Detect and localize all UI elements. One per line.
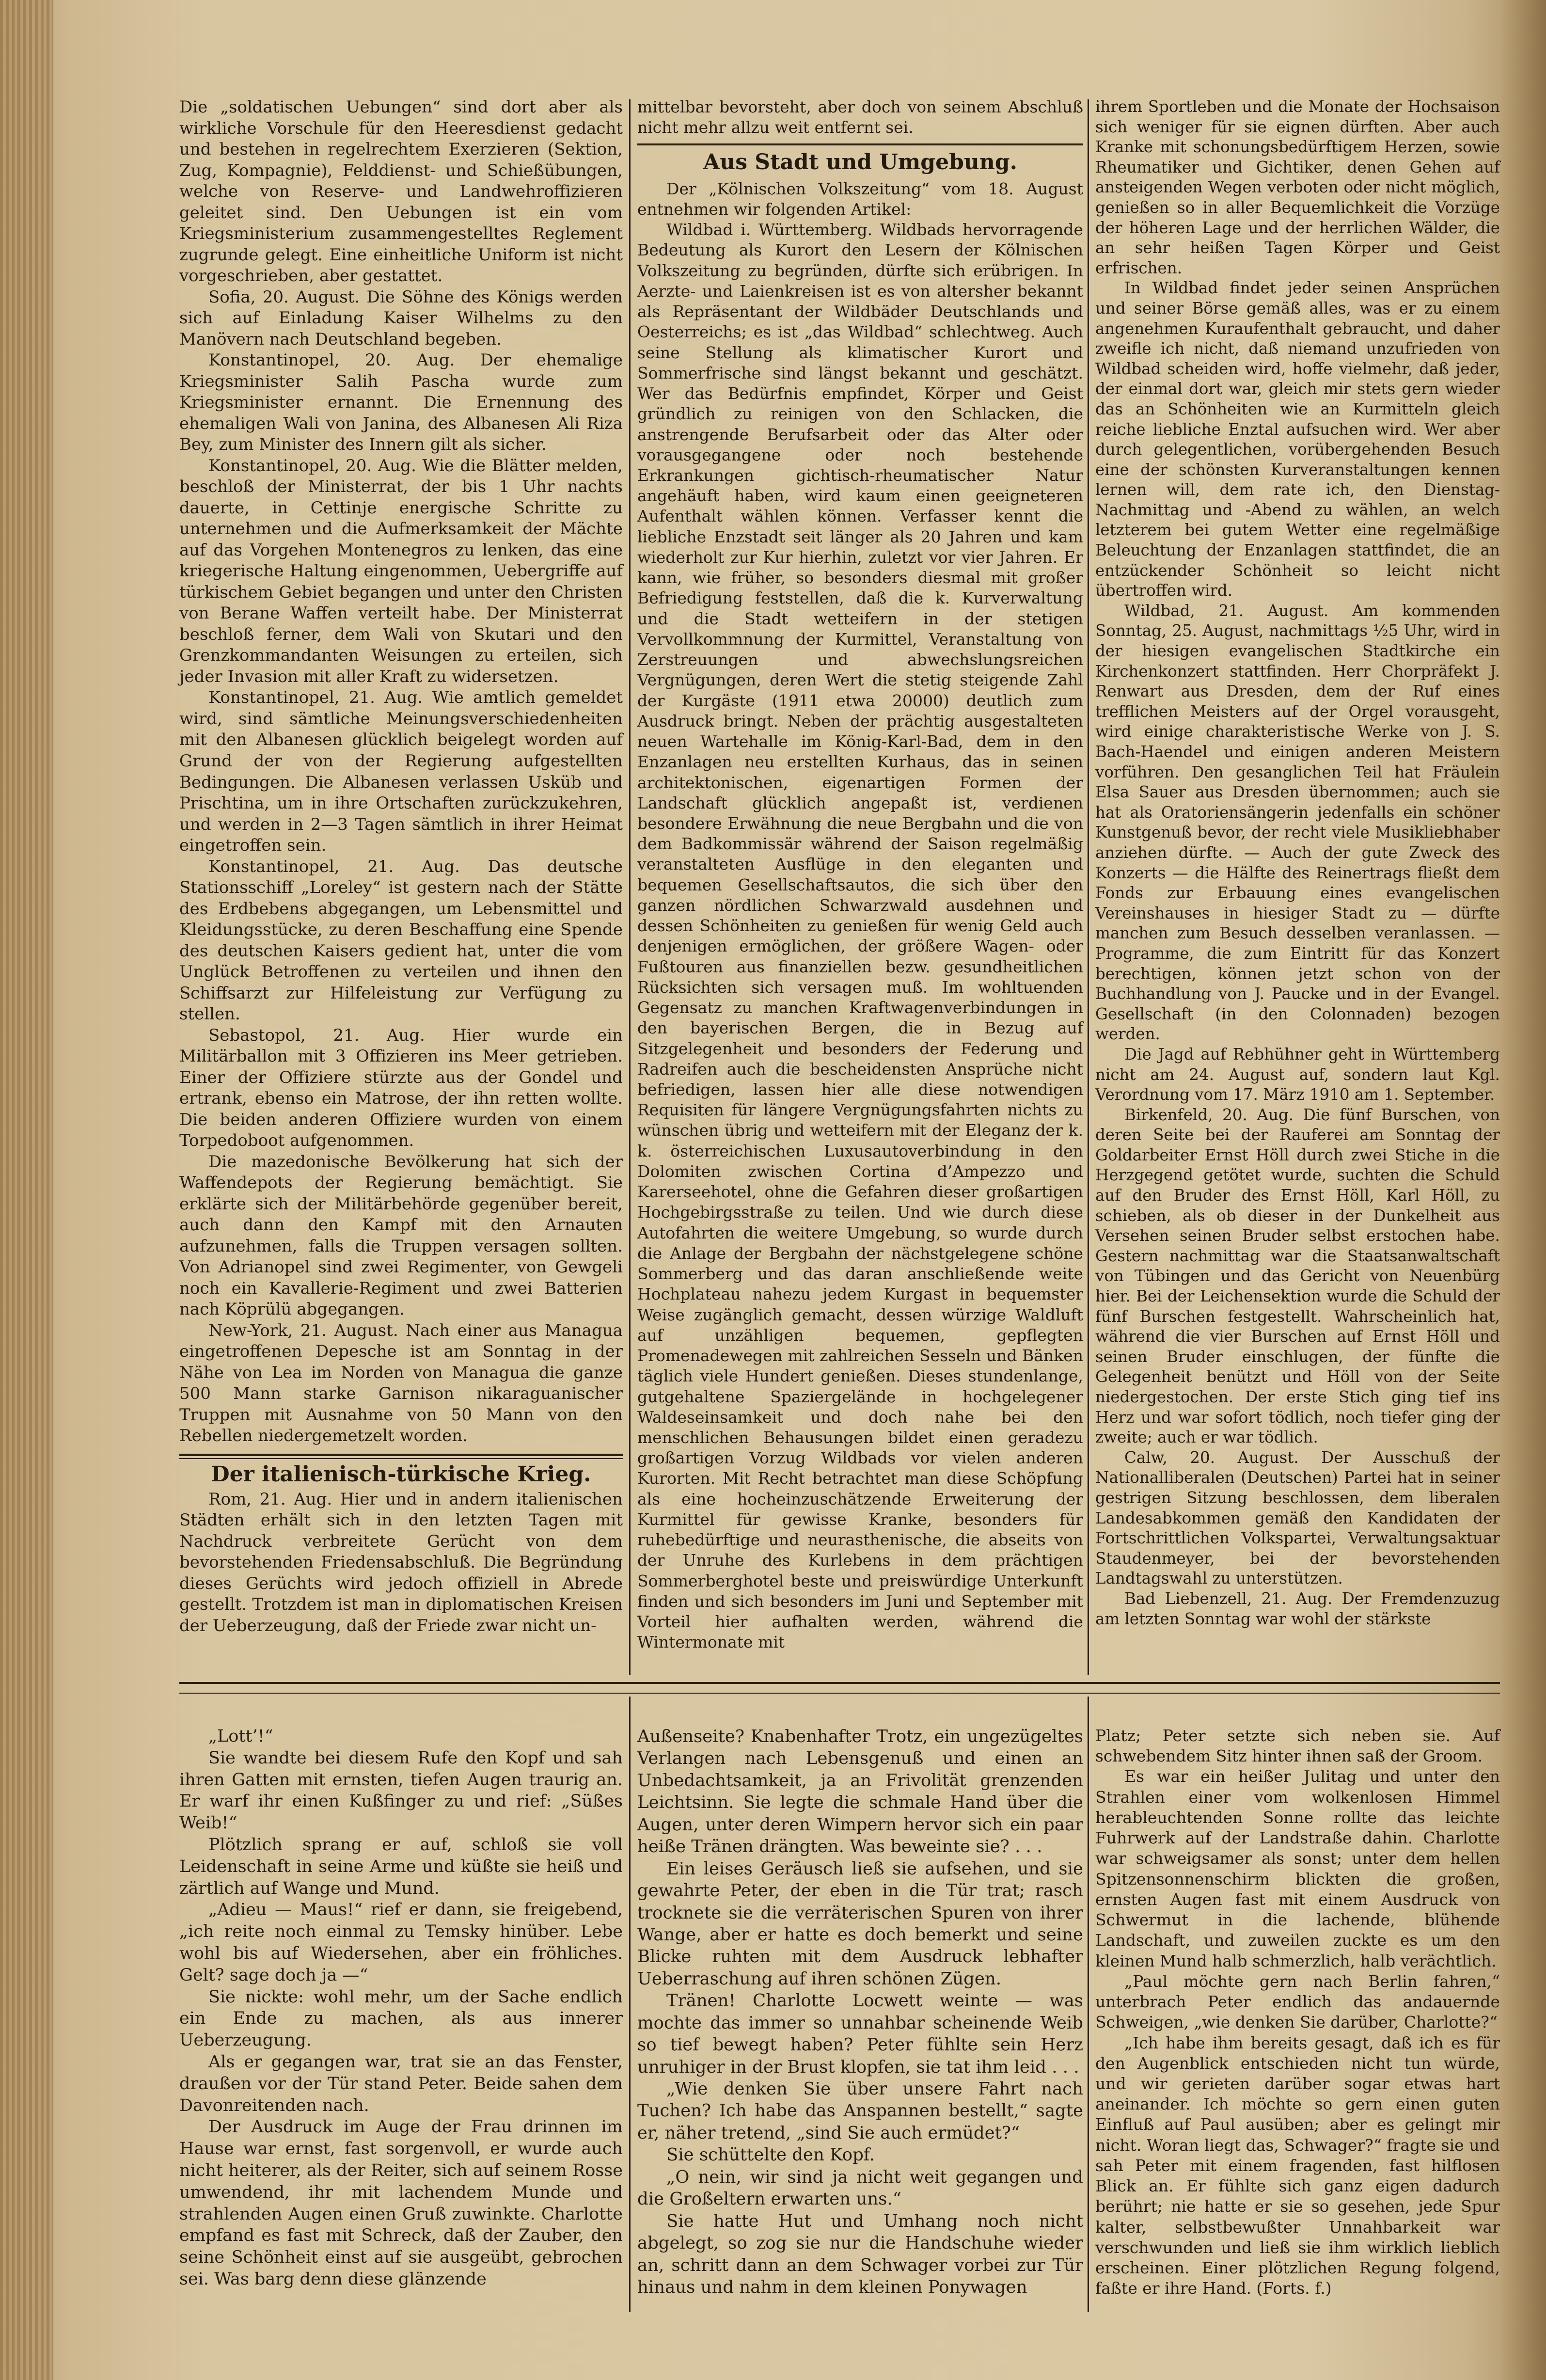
paragraph: Als er gegangen war, trat sie an das Fenster, draußen vor der Tür stand Peter. Beide sahen dem Davonreitenden nach. bbox=[179, 2052, 623, 2115]
paragraph: Sebastopol, 21. Aug. Hier wurde ein Militärballon mit 3 Offizieren ins Meer getrieben. Einer der Offiziere stürzte aus der Gondel und ertrank, ebenso ein Matrose, der ihn retten wollte. Die beiden anderen Offiziere wurden von einem Torpedoboot aufgenommen. bbox=[179, 1025, 623, 1151]
paragraph: Sie nickte: wohl mehr, um der Sache endlich ein Ende zu machen, als aus innerer Ueberzeugung. bbox=[179, 1987, 623, 2050]
binding-spine bbox=[0, 0, 53, 2380]
news-column-2 bbox=[637, 97, 1083, 1653]
paragraph: „Ich habe ihm bereits gesagt, daß ich es für den Augenblick entschieden nicht tun würde, und wir gerieten darüber sogar etwas hart aneinander. Ich möchte so gern einen guten Einfluß auf Paul ausüben; aber es gelingt mir nicht. Woran liegt das, Schwager?“ fragte sie und sah Peter mit einem fragenden, fast hilflosen Blick an. Er fühlte sich ganz eigen dadurch berührt; nie hatte er sie so gesehen, jede Spur kalter, selbstbewußter Unnahbarkeit war verschwunden und ließ sie ihm wirklich lieblich erscheinen. Einer plötzlichen Regung folgend, faßte er ihre Hand. (Forts. f.) bbox=[1095, 2033, 1500, 2298]
paragraph: Die mazedonische Bevölkerung hat sich der Waffendepots der Regierung bemächtigt. Sie erklärte sich der Militärbehörde gegenüber bereit, auch dann den Kampf mit den Arnauten aufzunehmen, falls die Truppen versagen sollten. Von Adrianopel sind zwei Regimenter, von Gewgeli noch ein Kavallerie-Regiment und zwei Batterien nach Köprülü abgegangen. bbox=[179, 1152, 623, 1319]
paragraph: Calw, 20. August. Der Ausschuß der Nationalliberalen (Deutschen) Partei hat in seiner gestrigen Sitzung beschlossen, dem liberalen Landesabkommen gemäß den Kandidaten der Fortschrittlichen Volkspartei, Verwaltungsaktuar Staudenmeyer, bei der bevorstehenden Landtagswahl zu unterstützen. bbox=[1095, 1448, 1500, 1588]
paragraph: Sie wandte bei diesem Rufe den Kopf und sah ihren Gatten mit ernsten, tiefen Augen traurig an. Er warf ihr einen Kußfinger zu und rief: „Süßes Weib!“ bbox=[179, 1748, 623, 1833]
paragraph: „Adieu — Maus!“ rief er dann, sie freigebend, „ich reite noch einmal zu Temsky hinüber. Lebe wohl bis auf Wiedersehen, aber ein fröhliches. Gelt? sage doch ja —“ bbox=[179, 1900, 623, 1985]
paragraph: Es war ein heißer Julitag und unter den Strahlen einer vom wolkenlosen Himmel herableuchtenden Sonne rollte das leichte Fuhrwerk auf der Landstraße dahin. Charlotte war schweigsamer als sonst; unter dem hellen Spitzensonnenschirm blickten die großen, ernsten Augen fast mit einem Ausdruck von Schwermut in die lachende, blühende Landschaft, und zuweilen zuckte es um den kleinen Mund halb schmerzlich, halb verächtlich. bbox=[1095, 1767, 1500, 1970]
paragraph: Plötzlich sprang er auf, schloß sie voll Leidenschaft in seine Arme und küßte sie heiß und zärtlich auf Wange und Mund. bbox=[179, 1835, 623, 1898]
paragraph: ihrem Sportleben und die Monate der Hochsaison sich weniger für sie eignen dürften. Aber auch Kranke mit schonungsbedürftigem Herzen, sowie Rheumatiker und Gichtiker, denen Gehen auf ansteigenden Wegen verboten oder nicht möglich, genießen so in aller Bequemlichkeit die Vorzüge der höheren Lage und der herrlichen Wälder, die an sehr heißen Tagen Körper und Geist erfrischen. bbox=[1095, 97, 1500, 277]
section-rule bbox=[179, 1454, 623, 1459]
paragraph: In Wildbad findet jeder seinen Ansprüchen und seiner Börse gemäß alles, was er zu einem angenehmen Kuraufenthalt gebraucht, und daher zweifle ich nicht, daß niemand unzufrieden von Wildbad scheiden wird, hoffe vielmehr, daß jeder, der einmal dort war, gleich mir stets gern wieder das an Schönheiten wie an Kurmitteln gleich reiche liebliche Enztal aufsuchen wird. Wer aber durch gelegentlichen, vorübergehenden Besuch eine der schönsten Kurveranstaltungen kennen lernen will, dem rate ich, den Dienstag-Nachmittag und -Abend zu wählen, an welch letzterem bei gutem Wetter eine regelmäßige Beleuchtung der Enzanlagen stattfindet, die an entzückender Schönheit so leicht nicht übertroffen wird. bbox=[1095, 279, 1500, 600]
paragraph: Bad Liebenzell, 21. Aug. Der Fremdenzuzug am letzten Sonntag war wohl der stärkste bbox=[1095, 1589, 1500, 1628]
paragraph: Konstantinopel, 20. Aug. Wie die Blätter melden, beschloß der Ministerrat, der bis 1 Uhr nachts dauerte, in Cettinje energische Schritte zu unternehmen und die Aufmerksamkeit der Mächte auf das Vorgehen Montenegros zu lenken, das eine kriegerische Haltung eingenommen, Uebergriffe auf türkischem Gebiet begangen und unter den Christen von Berane Waffen verteilt habe. Der Ministerrat beschloß ferner, dem Wali von Skutari und den Grenzkommandanten Weisungen zu erteilen, sich jeder Invasion mit aller Kraft zu widersetzen. bbox=[179, 456, 623, 686]
column-divider bbox=[1088, 99, 1089, 1675]
paragraph: Tränen! Charlotte Locwett weinte — was mochte das immer so unnahbar scheinende Weib so tief bewegt haben? Peter fühlte sein Herz unruhiger in der Brust klopfen, sie tat ihm leid . . . bbox=[637, 1991, 1083, 2077]
paragraph: Die „soldatischen Uebungen“ sind dort aber als wirkliche Vorschule für den Heeresdienst gedacht und bestehen in regelrechtem Exerzieren (Sektion, Zug, Kompagnie), Felddienst- und Schießübungen, welche von Reserve- und Landwehroffizieren geleitet sind. Den Uebungen ist ein vom Kriegsministerium zusammengestelltes Reglement zugrunde gelegt. Eine einheitliche Uniform ist nicht vorgeschrieben, aber gestattet. bbox=[179, 97, 623, 286]
paragraph: Sofia, 20. August. Die Söhne des Königs werden sich auf Einladung Kaiser Wilhelms zu den Manövern nach Deutschland begeben. bbox=[179, 287, 623, 349]
paragraph: mittelbar bevorsteht, aber doch von seinem Abschluß nicht mehr allzu weit entfernt sei. bbox=[637, 97, 1083, 137]
paragraph: „O nein, wir sind ja nicht weit gegangen und die Großeltern erwarten uns.“ bbox=[637, 2167, 1083, 2209]
column-divider bbox=[1088, 1697, 1089, 2312]
paragraph: Platz; Peter setzte sich neben sie. Auf schwebendem Sitz hinter ihnen saß der Groom. bbox=[1095, 1726, 1500, 1766]
feuilleton-rule bbox=[179, 1682, 1500, 1694]
paragraph: Sie hatte Hut und Umhang noch nicht abgelegt, so zog sie nur die Handschuhe wieder an, schritt dann an dem Schwager vorbei zur Tür hinaus und nahm in dem kleinen Ponywagen bbox=[637, 2211, 1083, 2297]
paragraph: Die Jagd auf Rebhühner geht in Württemberg nicht am 24. August auf, sondern laut Kgl. Verordnung vom 17. März 1910 am 1. September. bbox=[1095, 1045, 1500, 1104]
paragraph: Sie schüttelte den Kopf. bbox=[666, 2145, 875, 2165]
paragraph: Birkenfeld, 20. Aug. Die fünf Burschen, von deren Seite bei der Rauferei am Sonntag der Goldarbeiter Ernst Höll durch zwei Stiche in die Herzgegend getötet wurde, suchten die Schuld auf den Bruder des Ernst Höll, Karl Höll, zu schieben, als ob dieser in der Dunkelheit aus Versehen seinen Bruder selbst erstochen habe. Gestern nachmittag war die Staatsanwaltschaft von Tübingen und das Gericht von Neuenbürg hier. Bei der Leichensektion wurde die Schuld der fünf Burschen festgestellt. Wahrscheinlich hat, während die vier Burschen auf Ernst Höll und seinen Bruder einschlugen, der fünfte die Gelegenheit benützt und Höll von der Seite niedergestochen. Der erste Stich ging tief ins Herz und war sofort tödlich, noch tiefer ging der zweite; auch er war tödlich. bbox=[1095, 1105, 1500, 1447]
paragraph: „Lott’!“ bbox=[208, 1727, 273, 1746]
paragraph: „Paul möchte gern nach Berlin fahren,“ unterbrach Peter endlich das andauernde Schweigen, „wie denken Sie darüber, Charlotte?“ bbox=[1095, 1971, 1500, 2032]
paragraph: Konstantinopel, 21. Aug. Das deutsche Stationsschiff „Loreley“ ist gestern nach der Stätte des Erdbebens abgegangen, um Lebensmittel und Kleidungsstücke, zu deren Beschaffung eine Spende des deutschen Kaisers gedient hat, unter die vom Unglück Betroffenen zu verteilen und ihnen den Schiffsarzt zur Hilfeleistung zur Verfügung zu stellen. bbox=[179, 857, 623, 1024]
paragraph: Wildbad, 21. August. Am kommenden Sonntag, 25. August, nachmittags ½5 Uhr, wird in der hiesigen evangelischen Stadtkirche ein Kirchenkonzert stattfinden. Herr Chorpräfekt J. Renwart aus Dresden, dem der Ruf eines trefflichen Meisters auf der Orgel vorausgeht, wird einige charakteristische Werke von J. S. Bach-Haendel und einigen anderen Meistern vorführen. Den gesanglichen Teil hat Fräulein Elsa Sauer aus Dresden übernommen; auch sie hat als Oratoriensängerin jedenfalls ein schöner Kunstgenuß bevor, der recht viele Musikliebhaber anziehen dürfte. — Auch der gute Zweck des Konzerts — die Hälfte des Reinertrags fließt dem Fonds zur Erbauung eines evangelischen Vereinshauses in hiesiger Stadt zu — dürfte manchen zum Besuch desselben veranlassen. — Programme, die zum Eintritt für das Konzert berechtigen, können jetzt schon von der Buchhandlung von J. Paucke und in der Evangel. Gesellschaft (in den Colonnaden) bezogen werden. bbox=[1095, 601, 1500, 1044]
paragraph: Der „Kölnischen Volkszeitung“ vom 18. August entnehmen wir folgenden Artikel: bbox=[637, 179, 1083, 219]
section-rule bbox=[637, 143, 1083, 145]
feuilleton-column-3 bbox=[1095, 1726, 1500, 2299]
news-column-1 bbox=[179, 97, 623, 1636]
paragraph: Außenseite? Knabenhafter Trotz, ein ungezügeltes Verlangen nach Lebensgenuß und einen an Unbedachtsamkeit, ja an Frivolität grenzenden Leichtsinn. Sie legte die schmale Hand über die Augen, unter deren Wimpern hervor sich ein paar heiße Tränen drängten. Was beweinte sie? . . . bbox=[637, 1727, 1083, 1857]
paragraph: Der Ausdruck im Auge der Frau drinnen im Hause war ernst, fast sorgenvoll, er wurde auch nicht heiterer, als der Reiter, sich auf seinem Rosse umwendend, ihr mit lachendem Munde und strahlenden Augen einen Gruß zuwinkte. Charlotte empfand es fast mit Schreck, daß der Zauber, den seine Schönheit einst auf sie ausgeübt, gebrochen sei. Was barg denn diese glänzende bbox=[179, 2117, 623, 2289]
paragraph: Ein leises Geräusch ließ sie aufsehen, und sie gewahrte Peter, der eben in die Tür trat; rasch trocknete sie die verräterischen Spuren von ihrer Wange, aber er hatte es doch bemerkt und seine Blicke ruhten mit dem Ausdruck lebhafter Ueberraschung auf ihren schönen Zügen. bbox=[637, 1858, 1083, 1989]
paragraph: Konstantinopel, 21. Aug. Wie amtlich gemeldet wird, sind sämtliche Meinungsverschiedenheiten mit den Albanesen glücklich beigelegt worden auf Grund der von der Regierung aufgestellten Bedingungen. Die Albanesen verlassen Usküb und Prischtina, um in ihre Ortschaften zurückzukehren, und werden in 2—3 Tagen sämtlich in ihrer Heimat eingetroffen sein. bbox=[179, 688, 623, 856]
news-column-3 bbox=[1095, 97, 1500, 1629]
section-heading: Der italienisch-türkische Krieg. bbox=[211, 1462, 591, 1487]
paragraph: New-York, 21. August. Nach einer aus Managua eingetroffenen Depesche ist am Sonntag in der Nähe von Lea im Norden von Managua die ganze 500 Mann starke Garnison nikaraguanischer Truppen mit Ausnahme von 50 Mann von den Rebellen niedergemetzelt worden. bbox=[179, 1320, 623, 1446]
column-divider bbox=[629, 1697, 631, 2312]
page-edge-right bbox=[1502, 0, 1546, 2380]
feuilleton-column-2 bbox=[637, 1726, 1083, 2298]
paragraph: „Wie denken Sie über unsere Fahrt nach Tuchen? Ich habe das Anspannen bestellt,“ sagte er, näher tretend, „sind Sie auch ermüdet?“ bbox=[637, 2079, 1083, 2143]
feuilleton-column-1 bbox=[179, 1726, 623, 2290]
section-heading: Aus Stadt und Umgebung. bbox=[703, 150, 1017, 175]
column-divider bbox=[629, 99, 631, 1675]
paragraph: Konstantinopel, 20. Aug. Der ehemalige Kriegsminister Salih Pascha wurde zum Kriegsminister ernannt. Die Ernennung des ehemaligen Wali von Janina, des Albanesen Ali Riza Bey, zum Minister des Innern gilt als sicher. bbox=[179, 350, 623, 455]
paragraph: Rom, 21. Aug. Hier und in andern italienischen Städten erhält sich in den letzten Tagen mit Nachdruck verbreitete Gerücht von dem bevorstehenden Friedensabschluß. Die Begründung dieses Gerüchts wird jedoch offiziell in Abrede gestellt. Trotzdem ist man in diplomatischen Kreisen der Ueberzeugung, daß der Friede zwar nicht un- bbox=[179, 1489, 623, 1635]
paragraph: Wildbad i. Württemberg. Wildbads hervorragende Bedeutung als Kurort den Lesern der Kölnischen Volkszeitung zu begründen, dürfte sich erübrigen. In Aerzte- und Laienkreisen ist es von altersher bekannt als Repräsentant der Wildbäder Deutschlands und Oesterreichs; es ist „das Wildbad“ schlechtweg. Auch seine Stellung als klimatischer Kurort und Sommerfrische sind längst bekannt und geschätzt. Wer das Bedürfnis empfindet, Körper und Geist gründlich zu reinigen von den Schlacken, die anstrengende Berufsarbeit oder das Alter oder vorausgegangene oder noch bestehende Erkrankungen gichtisch-rheumatischer Natur angehäuft haben, wird kaum einen geeigneteren Aufenthalt wählen können. Verfasser kennt die liebliche Enzstadt seit länger als 20 Jahren und kam wiederholt zur Kur hierhin, zuletzt vor vier Jahren. Er kann, wie früher, so besonders diesmal mit großer Befriedigung feststellen, daß die k. Kurverwaltung und die Stadt wetteifern in der stetigen Vervollkommnung der Kurmittel, Veranstaltung von Zerstreuungen und abwechslungsreichen Vergnügungen, deren Wert die stetig steigende Zahl der Kurgäste (1911 etwa 20000) deutlich zum Ausdruck bringt. Neben der prächtig ausgestalteten neuen Wartehalle im König-Karl-Bad, dem in den Enzanlagen neu erstellten Kurhaus, das in seinen architektonischen, eigenartigen Formen der Landschaft glücklich angepaßt ist, verdienen besondere Erwähnung die neue Bergbahn und die von dem Badkommissär während der Saison regelmäßig veranstalteten Ausflüge in den eleganten und bequemen Gesellschaftsautos, die sich über den ganzen nördlichen Schwarzwald ausdehnen und dessen Schönheiten zu genießen für wenig Geld auch denjenigen ermöglichen, der größere Wagen- oder Fußtouren aus finanziellen bezw. gesundheitlichen Rücksichten sich versagen muß. Im wohltuenden Gegensatz zu manchen Kraftwagenverbindungen in den bayerischen Bergen, die in Bezug auf Sitzgelegenheit und besonders der Federung und Radreifen auch die bescheidensten Ansprüche nicht befriedigen, lassen hier alle diese notwendigen Requisiten für längere Vergnügungsfahrten nichts zu wünschen übrig und wetteifern mit der Eleganz der k. k. österreichischen Luxusautoverbindung in den Dolomiten zwischen Cortina d’Ampezzo und Karerseehotel, ohne die Gefahren dieser großartigen Hochgebirgsstraße zu teilen. Und wie durch diese Autofahrten die weitere Umgebung, so wurde durch die Anlage der Bergbahn der nächstgelegene schöne Sommerberg und das daran anschließende weite Hochplateau nahezu jedem Kurgast in bequemster Weise zugänglich gemacht, dessen würzige Waldluft auf unzähligen bequemen, gepflegten Promenadewegen mit zahlreichen Sesseln und Bänken täglich viele Hundert genießen. Dieses stundenlange, gutgehaltene Spaziergelände in hochgelegener Waldeseinsamkeit und doch nahe bei den menschlichen Behausungen bildet einen geradezu großartigen Vorzug Wildbads vor vielen anderen Kurorten. Mit Recht betrachtet man diese Schöpfung als eine hocheinzuschätzende Erweiterung der Kurmittel für gewisse Kranke, besonders für ruhebedürftige und neurasthenische, die abseits von der Unruhe des Kurlebens in dem prächtigen Sommerberghotel beste und preiswürdige Unterkunft finden und sich besonders im Juni und September mit Vorteil hier aufhalten werden, während die Wintermonate mit bbox=[637, 220, 1083, 1652]
